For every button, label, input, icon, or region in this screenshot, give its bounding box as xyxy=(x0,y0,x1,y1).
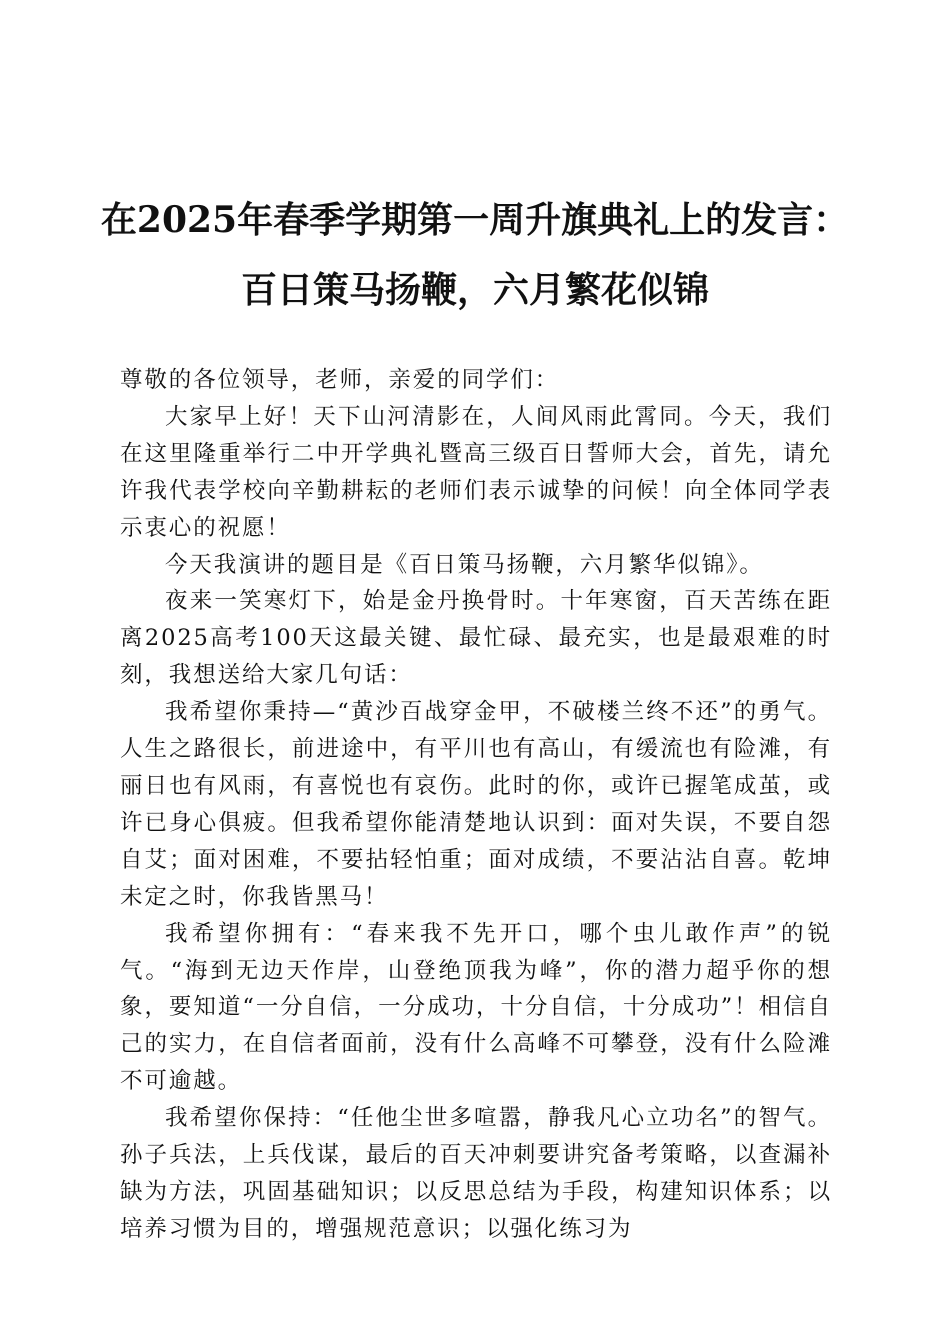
paragraph-intro: 夜来一笑寒灯下，始是金丹换骨时。十年寒窗，百天苦练在距离2025高考100天这最关键、最忙碌、最充实，也是最艰难的时刻，我想送给大家几句话： xyxy=(120,588,832,689)
paragraph-greeting: 大家早上好！天下山河清影在，人间风雨此霄同。今天，我们在这里隆重举行二中开学典礼暨高三级百日誓师大会，首先，请允许我代表学校向辛勤耕耘的老师们表示诚挚的问候！向全体同学表示衷心的祝愿！ xyxy=(120,403,832,541)
paragraph-wisdom: 我希望你保持：“任他尘世多喧嚣，静我凡心立功名”的智气。孙子兵法，上兵伐谋，最后的百天冲刺要讲究备考策略，以查漏补缺为方法，巩固基础知识；以反思总结为手段，构建知识体系；以培养习惯为目的，增强规范意识；以强化练习为 xyxy=(120,1105,832,1242)
document-body xyxy=(120,362,832,1248)
document-title-line-2: 百日策马扬鞭，六月繁花似锦 xyxy=(240,269,709,311)
salutation: 尊敬的各位领导，老师，亲爱的同学们： xyxy=(120,367,560,393)
paragraph-confidence: 我希望你拥有：“春来我不先开口，哪个虫儿敢作声”的锐气。“海到无边天作岸，山登绝顶我为峰”，你的潜力超乎你的想象，要知道“一分自信，一分成功，十分自信，十分成功”！相信自己的实力，在自信者面前，没有什么高峰不可攀登，没有什么险滩不可逾越。 xyxy=(120,920,833,1095)
paragraph-topic: 今天我演讲的题目是《百日策马扬鞭，六月繁华似锦》。 xyxy=(165,551,764,578)
paragraph-courage: 我希望你秉持—“黄沙百战穿金甲，不破楼兰终不还”的勇气。人生之路很长，前进途中，有平川也有高山，有缓流也有险滩，有丽日也有风雨，有喜悦也有哀伤。此时的你，或许已握笔成茧，或许已身心俱疲。但我希望你能清楚地认识到：面对失误，不要自怨自艾；面对困难，不要拈轻怕重；面对成绩，不要沾沾自喜。乾坤未定之时，你我皆黑马！ xyxy=(120,699,832,910)
document-title-line-1: 在2025年春季学期第一周升旗典礼上的发言： xyxy=(100,199,850,241)
